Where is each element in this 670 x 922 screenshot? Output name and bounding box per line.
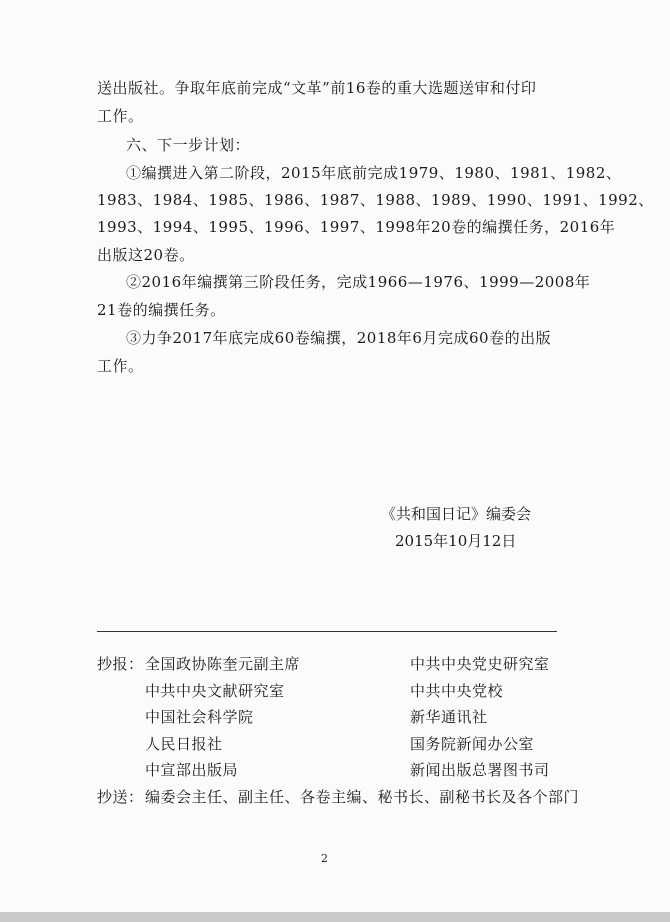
chaobao-left-4: 人民日报社 <box>145 735 223 753</box>
body-line-10: ③力争2017年底完成60卷编撰，2018年6月完成60卷的出版 <box>126 329 552 347</box>
body-line-1: 送出版社。争取年底前完成“文革”前16卷的重大选题送审和付印 <box>97 79 537 97</box>
signature-org: 《共和国日记》编委会 <box>381 505 532 523</box>
divider <box>97 631 557 632</box>
section-heading: 六、下一步计划： <box>126 136 251 154</box>
chaobao-left-5: 中宣部出版局 <box>145 761 239 779</box>
chaobao-left-1: 全国政协陈奎元副主席 <box>145 655 301 673</box>
chaobao-right-4: 国务院新闻办公室 <box>410 735 535 753</box>
body-line-8: ②2016年编撰第三阶段任务，完成1966—1976、1999—2008年 <box>126 273 591 291</box>
chaosong-label: 抄送： <box>97 788 144 806</box>
body-line-11: 工作。 <box>97 357 144 375</box>
chaobao-right-2: 中共中央党校 <box>410 682 504 700</box>
chaosong-text: 编委会主任、副主任、各卷主编、秘书长、副秘书长及各个部门 <box>145 788 580 806</box>
body-line-9: 21卷的编撰任务。 <box>97 301 226 319</box>
chaobao-left-3: 中国社会科学院 <box>145 708 254 726</box>
body-line-5: 1983、1984、1985、1986、1987、1988、1989、1990、1991、1992、 <box>97 191 654 209</box>
chaobao-right-1: 中共中央党史研究室 <box>410 655 550 673</box>
body-line-4: ①编撰进入第二阶段，2015年底前完成1979、1980、1981、1982、 <box>126 164 622 182</box>
body-line-7: 出版这20卷。 <box>97 246 195 264</box>
body-line-6: 1993、1994、1995、1996、1997、1998年20卷的编撰任务，2016年 <box>97 218 616 236</box>
scan-edge <box>0 912 670 922</box>
page-number: 2 <box>321 852 328 865</box>
body-line-2: 工作。 <box>97 107 144 125</box>
signature-date: 2015年10月12日 <box>395 532 517 550</box>
chaobao-right-5: 新闻出版总署图书司 <box>410 761 550 779</box>
chaobao-label: 抄报： <box>97 655 144 673</box>
chaobao-right-3: 新华通讯社 <box>410 708 488 726</box>
chaobao-left-2: 中共中央文献研究室 <box>145 682 285 700</box>
